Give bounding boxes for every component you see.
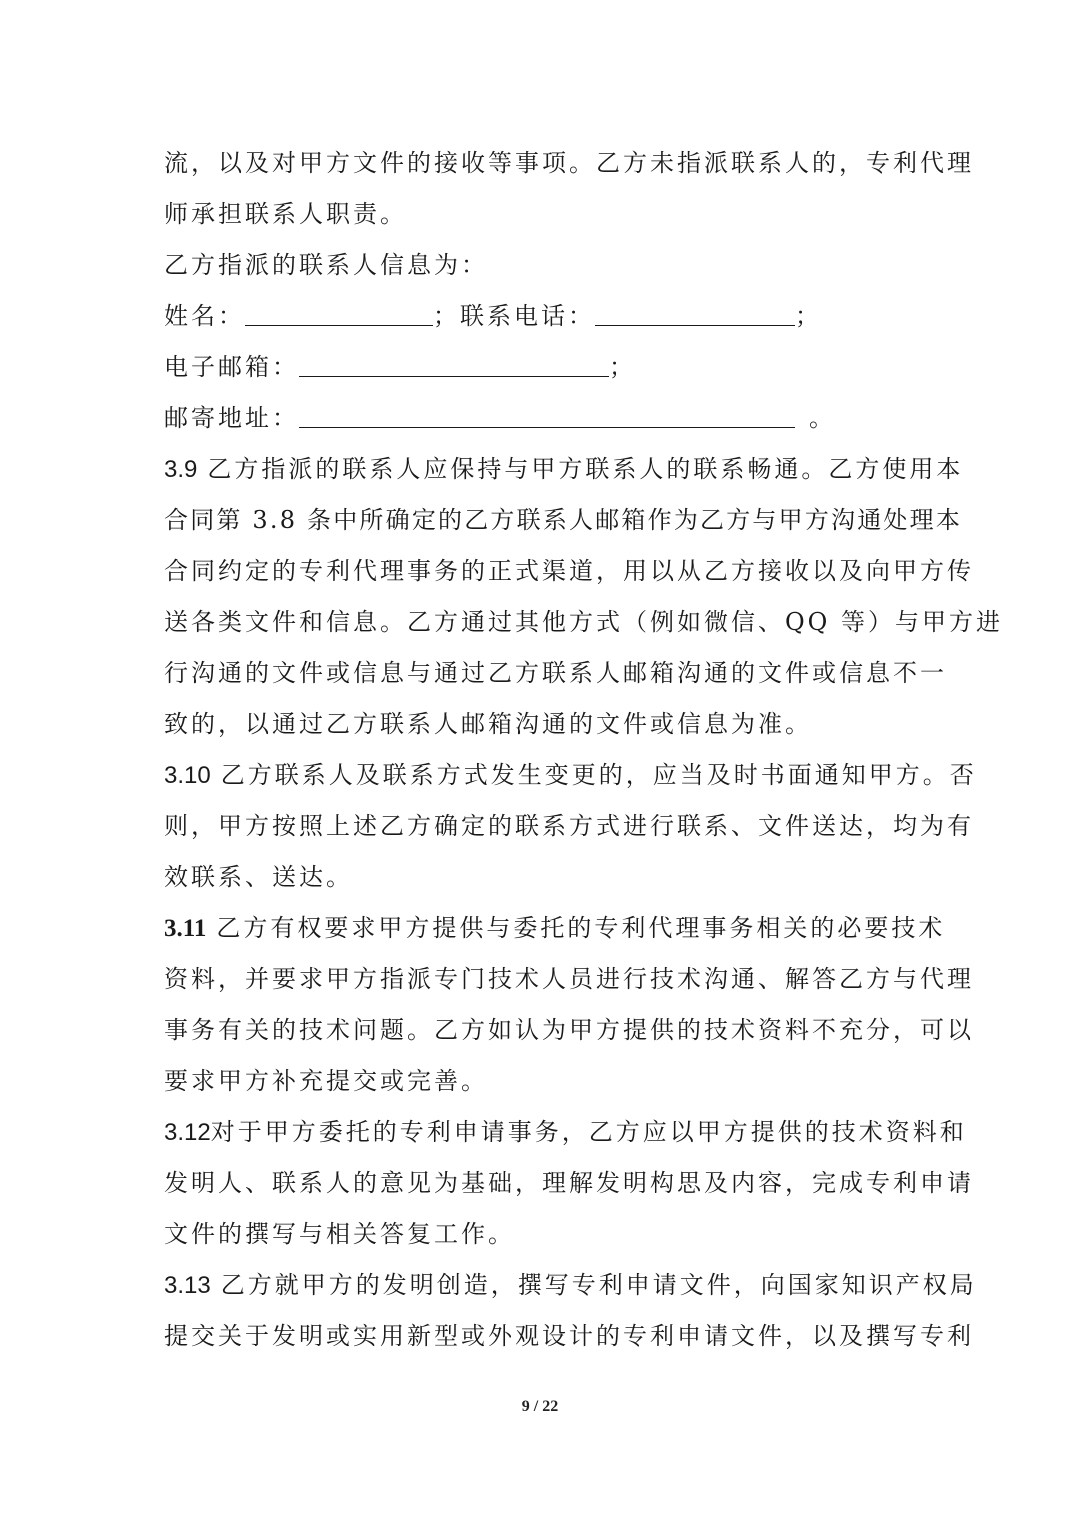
text-line: 合同约定的专利代理事务的正式渠道，用以从乙方接收以及向甲方传 <box>164 557 974 585</box>
clause-number: 3.10 <box>164 762 211 789</box>
clause-3-12-line <box>164 1108 967 1159</box>
text-line: 事务有关的技术问题。乙方如认为甲方提供的技术资料不充分，可以 <box>164 1016 974 1044</box>
clause-3-11-line <box>164 904 946 955</box>
text-line: 对于甲方委托的专利申请事务，乙方应以甲方提供的技术资料和 <box>210 1118 967 1146</box>
text-line: 效联系、送达。 <box>164 863 353 891</box>
phone-label: ；联系电话： <box>433 302 595 330</box>
text-line: 师承担联系人职责。 <box>164 200 407 228</box>
text-line: 合同第 3.8 条中所确定的乙方联系人邮箱作为乙方与甲方沟通处理本 <box>164 506 963 534</box>
email-label: 电子邮箱： <box>164 353 299 381</box>
text-line: 要求甲方补充提交或完善。 <box>164 1067 488 1095</box>
text-line: 乙方联系人及联系方式发生变更的，应当及时书面通知甲方。否 <box>220 761 977 789</box>
name-label: 姓名： <box>164 302 245 330</box>
text-line: 乙方有权要求甲方提供与委托的专利代理事务相关的必要技术 <box>216 914 946 942</box>
email-end-punct: ； <box>609 353 636 381</box>
text-line: 致的，以通过乙方联系人邮箱沟通的文件或信息为准。 <box>164 710 812 738</box>
text-line: 乙方指派的联系人信息为： <box>164 251 488 279</box>
text-line: 流，以及对甲方文件的接收等事项。乙方未指派联系人的，专利代理 <box>164 149 974 177</box>
phone-blank-field[interactable] <box>595 303 795 326</box>
clause-3-13-line <box>164 1261 977 1312</box>
address-blank-field[interactable] <box>299 405 795 428</box>
clause-number: 3.9 <box>164 456 198 483</box>
clause-number: 3.12 <box>164 1119 211 1146</box>
text-line: 提交关于发明或实用新型或外观设计的专利申请文件，以及撰写专利 <box>164 1322 974 1350</box>
text-line: 乙方指派的联系人应保持与甲方联系人的联系畅通。乙方使用本 <box>207 455 964 483</box>
text-line: 文件的撰写与相关答复工作。 <box>164 1220 515 1248</box>
phone-end-punct: ； <box>795 302 822 330</box>
page-number: 9 / 22 <box>521 1398 559 1415</box>
text-line: 发明人、联系人的意见为基础，理解发明构思及内容，完成专利申请 <box>164 1169 974 1197</box>
text-line: 行沟通的文件或信息与通过乙方联系人邮箱沟通的文件或信息不一 <box>164 659 947 687</box>
address-label: 邮寄地址： <box>164 404 299 432</box>
text-line: 乙方就甲方的发明创造，撰写专利申请文件，向国家知识产权局 <box>220 1271 977 1299</box>
text-line: 送各类文件和信息。乙方通过其他方式（例如微信、QQ 等）与甲方进 <box>164 608 1003 636</box>
clause-number: 3.11 <box>164 915 207 942</box>
clause-number: 3.13 <box>164 1272 211 1299</box>
contact-email-row <box>164 343 924 394</box>
text-line: 则，甲方按照上述乙方确定的联系方式进行联系、文件送达，均为有 <box>164 812 974 840</box>
text-line: 资料，并要求甲方指派专门技术人员进行技术沟通、解答乙方与代理 <box>164 965 974 993</box>
address-end-punct: 。 <box>809 404 836 432</box>
document-body <box>164 139 1003 1363</box>
clause-3-9-line <box>164 445 964 496</box>
clause-3-10-line <box>164 751 977 802</box>
name-blank-field[interactable] <box>245 303 433 326</box>
contact-address-row <box>164 394 924 445</box>
contact-name-phone-row <box>164 292 924 343</box>
email-blank-field[interactable] <box>299 354 609 377</box>
